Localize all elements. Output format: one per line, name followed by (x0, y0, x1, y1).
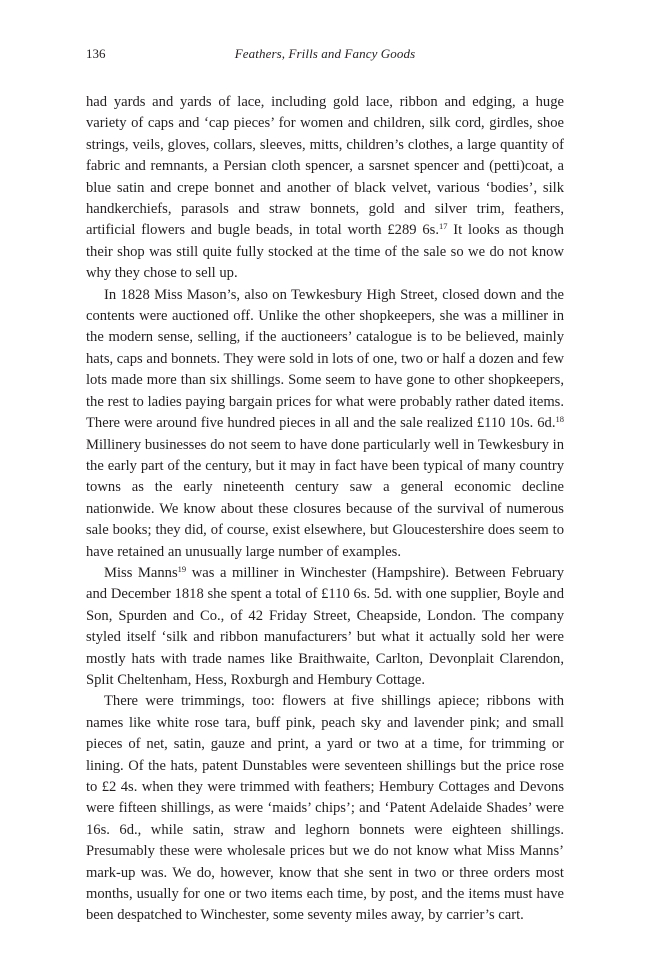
body-text (86, 92, 564, 927)
paragraph-2 (86, 285, 564, 563)
footnote-ref-17: 17 (439, 221, 448, 232)
paragraph-4-text-a: There were trimmings, too: flowers at five shillings apiece; ribbons with names like white rose tara, buff pink, peach sky and lavender pink; and small pieces of net, satin, gauze and print, a yard or two at a time, for trimming or lining. Of the hats, patent Dunstables were seventeen shillings but the price rose to £2 4s. when they were trimmed with feathers; Hembury Cottages and Devons were fifteen shillings, as were ‘maids’ chips’; and ‘Patent Adelaide Shades’ were 16s. 6d., while satin, straw and leghorn bonnets were eighteen shillings. Presumably these were wholesale prices but we do not know what Miss Manns’ mark-up was. We do, however, know that she sent in two or three orders most months, usually for one or two items each time, by post, and the items must have been despatched to Winchester, some seventy miles away, by carrier’s cart. (86, 693, 564, 924)
running-head (86, 44, 564, 64)
paragraph-3-text-b: was a milliner in Winchester (Hampshire). Between February and December 1818 she spent a total of £110 6s. 5d. with one supplier, Boyle and Son, Spurden and Co., of 42 Friday Street, Cheapside, London. The company styled itself ‘silk and ribbon manufacturers’ but what it actually sold her were mostly hats with trade names like Braithwaite, Carlton, Devonplait Clarendon, Split Cheltenham, Hess, Roxburgh and Hembury Cottage. (86, 564, 565, 688)
paragraph-1-text-b: It looks as though their shop was still quite fully stocked at the time of the sale so we do not know why they chose to sell up. (86, 222, 564, 282)
paragraph-2-text-b: Millinery businesses do not seem to have done particularly well in Tewkesbury in the early part of the century, but it may in fact have been typical of many country towns as the early nineteenth century saw a general economic decline nationwide. We know about these closures because of the survival of numerous sale books; they did, of course, exist elsewhere, but Gloucestershire does seem to have retained an unusually large number of examples. (86, 436, 564, 560)
paragraph-1 (86, 92, 564, 285)
footnote-ref-19: 19 (177, 563, 187, 574)
paragraph-4 (86, 691, 564, 926)
paragraph-3 (86, 563, 564, 691)
page-number: 136 (86, 46, 106, 61)
running-title: Feathers, Frills and Fancy Goods (234, 46, 416, 61)
paragraph-3-text-a: Miss Manns (104, 564, 178, 581)
paragraph-1-text-a: had yards and yards of lace, including gold lace, ribbon and edging, a huge variety of caps and ‘cap pieces’ for women and children, silk cord, girdles, shoe strings, veils, gloves, collars, sleeves, mitts, children’s clothes, a large quantity of fabric and remnants, a Persian cloth spencer, a sarsnet spencer and (petti)coat, a blue satin and crepe bonnet and another of black velvet, various ‘bodies’, silk handkerchiefs, parasols and straw bonnets, gold and silver trim, feathers, artificial flowers and bugle beads, in total worth £289 6s. (86, 94, 564, 239)
paragraph-2-text-a: In 1828 Miss Mason’s, also on Tewkesbury High Street, closed down and the contents were auctioned off. Unlike the other shopkeepers, she was a milliner in the modern sense, selling, if the auctioneers’ catalogue is to be believed, mainly hats, caps and bonnets. They were sold in lots of one, two or half a dozen and few lots made more than six shillings. Some seem to have gone to other shopkeepers, the rest to ladies paying bargain prices for what were probably rather dated items. There were around five hundred pieces in all and the sale realized £110 10s. 6d. (86, 286, 564, 432)
footnote-ref-18: 18 (555, 414, 564, 425)
